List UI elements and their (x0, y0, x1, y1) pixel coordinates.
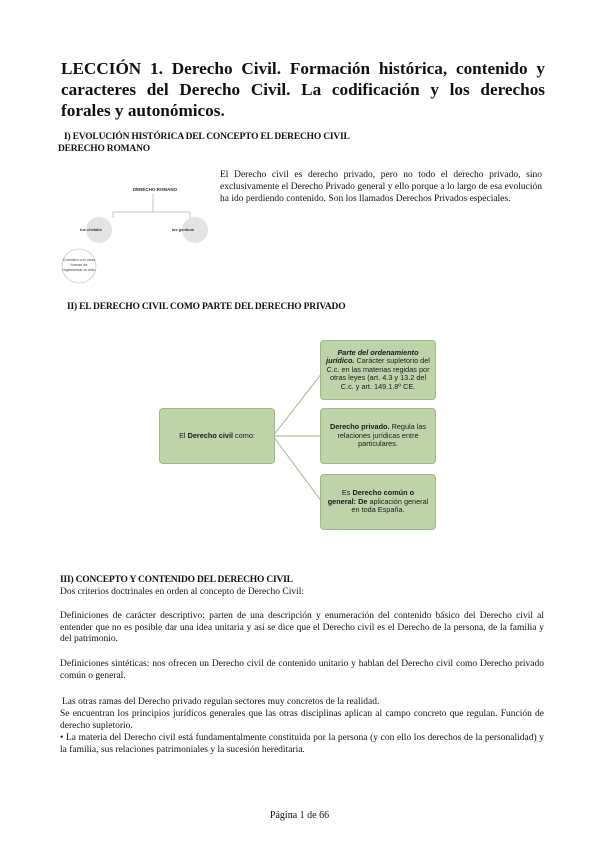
center-bold: Derecho civil (187, 430, 234, 440)
civil-law-connectors (270, 370, 325, 515)
section-heading-1: I) EVOLUCIÓN HISTÓRICA DEL CONCEPTO EL DERECHO CIVIL (64, 132, 350, 142)
diagram-root-label: DERECHO ROMANO (132, 187, 178, 192)
diagram-note-line-2: formas de (70, 263, 88, 267)
box-common-law-bold-2: De (358, 496, 368, 506)
diagram-left-label: Ius civitatis (80, 227, 102, 232)
center-suffix: como: (233, 430, 255, 440)
center-box-text (179, 432, 255, 441)
box-common-law (320, 474, 436, 530)
box-common-law-bold: Derecho común o general: (327, 488, 415, 506)
diagram-right-label: Ius gentium (171, 227, 195, 232)
box-private-law (320, 408, 436, 464)
civil-law-matter-text: • La materia del Derecho civil está fundamentalmente constituida por la persona (y con ello los derechos de la personalidad) y la familia, sus relaciones patrimoniales y la sucesión hereditaria. (60, 733, 544, 755)
box-private-law-text (327, 423, 429, 449)
box-common-law-rest: aplicación general en toda España. (351, 496, 429, 515)
box-legal-order-text (326, 349, 430, 392)
concept-intro: Dos criterios doctrinales en orden al concepto de Derecho Civil: (60, 587, 305, 597)
diagram-note-line-3: reglamentar la vida. (62, 268, 96, 272)
page-number: Página 1 de 66 (269, 810, 330, 821)
box-common-law-text (327, 489, 429, 515)
box-private-law-bold: Derecho privado. (329, 422, 390, 432)
roman-law-connectors (113, 194, 190, 218)
box-private-law-rest: Regula las relaciones jurídicas entre particulares. (337, 422, 427, 449)
general-principles-text: Se encuentran los principios jurídicos generales que las otras disciplinas aplican al campo concreto que regulan. Función de derecho supletorio. (60, 709, 544, 731)
center-prefix: El (179, 430, 188, 440)
page-title: LECCIÓN 1. Derecho Civil. Formación histórica, contenido y caracteres del Derecho Civil. La codificación y los derechos forales y autonómicos. (61, 59, 545, 120)
diagram-note-line-1: Coexistía con otras (62, 258, 96, 262)
section-subheading-roman-law: DERECHO ROMANO (58, 144, 150, 154)
section-heading-2: II) EL DERECHO CIVIL COMO PARTE DEL DERECHO PRIVADO (67, 302, 346, 312)
box-legal-order-bold: Parte del ordenamiento jurídico. (326, 347, 419, 366)
box-legal-order (320, 340, 436, 400)
synthetic-definitions: Definiciones sintéticas: nos ofrecen un Derecho civil de contenido unitario y hablan del Derecho civil como Derecho privado común o general. (60, 659, 544, 681)
roman-law-diagram (55, 160, 215, 285)
section-heading-3: III) CONCEPTO Y CONTENIDO DEL DERECHO CIVIL (60, 575, 293, 585)
other-branches-text: Las otras ramas del Derecho privado regulan sectores muy concretos de la realidad. (62, 697, 380, 707)
box-legal-order-rest: Carácter supletorio del C.c. en las materias regidas por otras leyes (art. 4.3 y 13.2 del C.c. y art. 149.1.8º CE. (326, 356, 430, 391)
roman-law-paragraph: El Derecho civil es derecho privado, pero no todo el derecho privado, sino exclusivamente el Derecho Privado general y ello porque a lo largo de esa evolución ha ido perdiendo contenido. Son los llamados Derechos Privados especiales. (220, 170, 542, 204)
civil-law-center-box (159, 408, 275, 464)
descriptive-definitions: Definiciones de carácter descriptivo: parten de una descripción y enumeración del contenido básico del Derecho civil al entender que no es posible dar una idea unitaria y así se dice que el Derecho civil es el Derecho de la persona, de la familia y del patrimonio. (60, 611, 544, 644)
box-common-law-prefix: Es (341, 488, 353, 498)
